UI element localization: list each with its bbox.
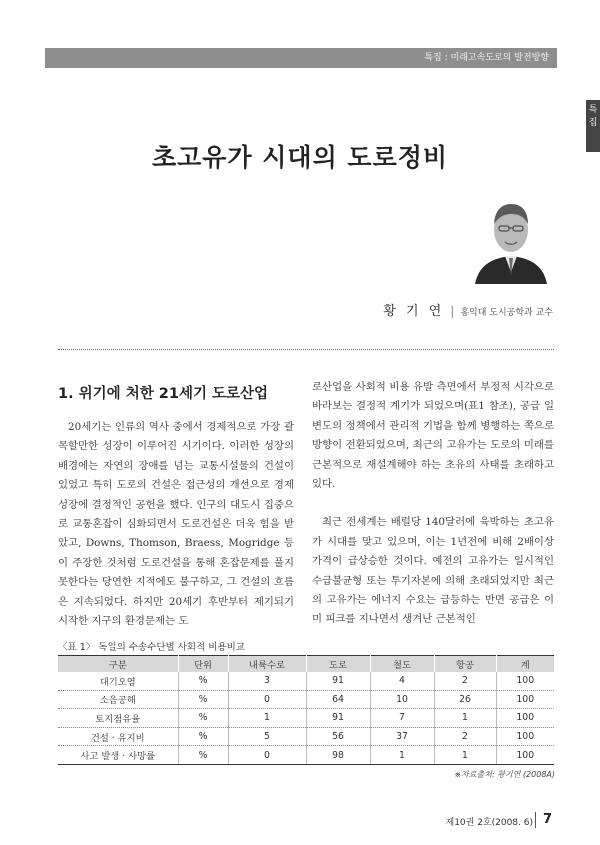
table-cell: 100: [496, 672, 554, 690]
paragraph: 로산업을 사회적 비용 유발 측면에서 부정적 시각으로 바라보는 결정적 계기가 되었으며(표1 참조), 공급 일변도의 정책에서 관리적 기법을 함께 병행하는 쪽으로 방향이 전환되었으며, 최근의 고유가는 도로의 미래를 근본적으로 재설계해야 하는 초유의 사태를 초래하고 있다.: [312, 381, 554, 491]
table-cell: 대기오염: [58, 672, 178, 690]
column-header: 계: [496, 656, 554, 673]
issue-info: 제10권 2호(2008. 6): [445, 818, 533, 828]
table-cell: 56: [306, 727, 370, 746]
author-line: [0, 300, 553, 319]
table-cell: %: [178, 727, 228, 746]
table-cell: 토지점유율: [58, 709, 178, 728]
table-cell: 3: [228, 672, 306, 690]
author-photo: [471, 196, 551, 284]
table-cell: 1: [228, 709, 306, 728]
table-cell: 사고 발생 · 사망률: [58, 746, 178, 765]
table-cell: 2: [434, 672, 496, 690]
table-row: [58, 709, 554, 728]
right-column: [312, 378, 554, 630]
footer-divider: [535, 812, 536, 828]
table-cell: 7: [370, 709, 434, 728]
table-row: [58, 746, 554, 765]
table-cell: 소음공해: [58, 690, 178, 709]
column-header: 항공: [434, 656, 496, 673]
social-cost-table: [58, 655, 554, 765]
column-header: 구분: [58, 656, 178, 673]
table-cell: 98: [306, 746, 370, 765]
table-cell: 26: [434, 690, 496, 709]
paragraph: 최근 전세계는 배럴당 140달러에 육박하는 초고유가 시대를 맞고 있으며, 이는 1년전에 비해 2배이상 가격이 급상승한 것이다. 예전의 고유가는 일시적인 수급불균형 또는 투기자본에 의해 초래되었지만 최근의 고유가는 에너지 수요는 급등하는 반면 공급은 이미 피크를 지나면서 생겨난 근본적인: [312, 516, 554, 626]
article-title: 초고유가 시대의 도로정비: [151, 143, 449, 172]
table-cell: 91: [306, 709, 370, 728]
table-cell: 건설 · 유지비: [58, 727, 178, 746]
paragraph: 20세기는 인류의 역사 중에서 경제적으로 가장 괄목할만한 성장이 이루어진 시기이다. 이러한 성장의 배경에는 자연의 장애를 넘는 교통시설물의 건설이 있었고 특히 도로의 건설은 접근성의 개선으로 경제성장에 결정적인 공헌을 했다. 인구의 대도시 집중으로 교통혼잡이 심화되면서 도로건설은 더욱 힘을 받았고, Downs, Thomson, Braess, Mogridge 등이 주장한 것처럼 도로건설을 통해 혼잡문제를 풀지 못한다는 당연한 지적에도 불구하고, 그 건설의 흐름은 지속되었다. 하지만 20세기 후반부터 제기되기 시작한 지구의 환경문제는 도: [58, 421, 294, 628]
table-cell: 0: [228, 690, 306, 709]
table-cell: 100: [496, 709, 554, 728]
table-cell: 100: [496, 746, 554, 765]
table-row: [58, 672, 554, 690]
section-heading: 1. 위기에 처한 21세기 도로산업: [58, 386, 269, 402]
table-row: [58, 690, 554, 709]
author-affiliation: 홍익대 도시공학과 교수: [460, 308, 553, 318]
column-header: 단위: [178, 656, 228, 673]
table-source-note: ※자료출처: 황기연 (2008A): [454, 770, 555, 779]
table-header-row: [58, 656, 554, 673]
table-cell: 0: [228, 746, 306, 765]
dotted-divider: [58, 349, 554, 350]
table-caption: 〈표 1〉 독일의 수송수단별 사회적 비용비교: [58, 642, 245, 653]
table-cell: 1: [434, 709, 496, 728]
section-header-text: 특집 : 미래고속도로의 발전방향: [424, 53, 549, 63]
table-cell: 4: [370, 672, 434, 690]
table-cell: 1: [434, 746, 496, 765]
section-side-tab: 특 집: [586, 100, 600, 152]
table-cell: 1: [370, 746, 434, 765]
table-cell: 64: [306, 690, 370, 709]
table-cell: 37: [370, 727, 434, 746]
column-header: 내륙수로: [228, 656, 306, 673]
section-header-bar: [45, 48, 557, 68]
table-cell: 10: [370, 690, 434, 709]
table-cell: %: [178, 690, 228, 709]
column-header: 도로: [306, 656, 370, 673]
column-header: 철도: [370, 656, 434, 673]
table-row: [58, 727, 554, 746]
table-cell: 91: [306, 672, 370, 690]
left-column: [58, 418, 294, 631]
table-cell: 2: [434, 727, 496, 746]
table-cell: %: [178, 709, 228, 728]
author-separator: |: [450, 304, 455, 318]
table-cell: 100: [496, 690, 554, 709]
author-name: 황 기 연: [383, 304, 445, 319]
table-cell: %: [178, 746, 228, 765]
table-cell: %: [178, 672, 228, 690]
table-cell: 100: [496, 727, 554, 746]
table-cell: 5: [228, 727, 306, 746]
page-number: 7: [543, 812, 553, 827]
